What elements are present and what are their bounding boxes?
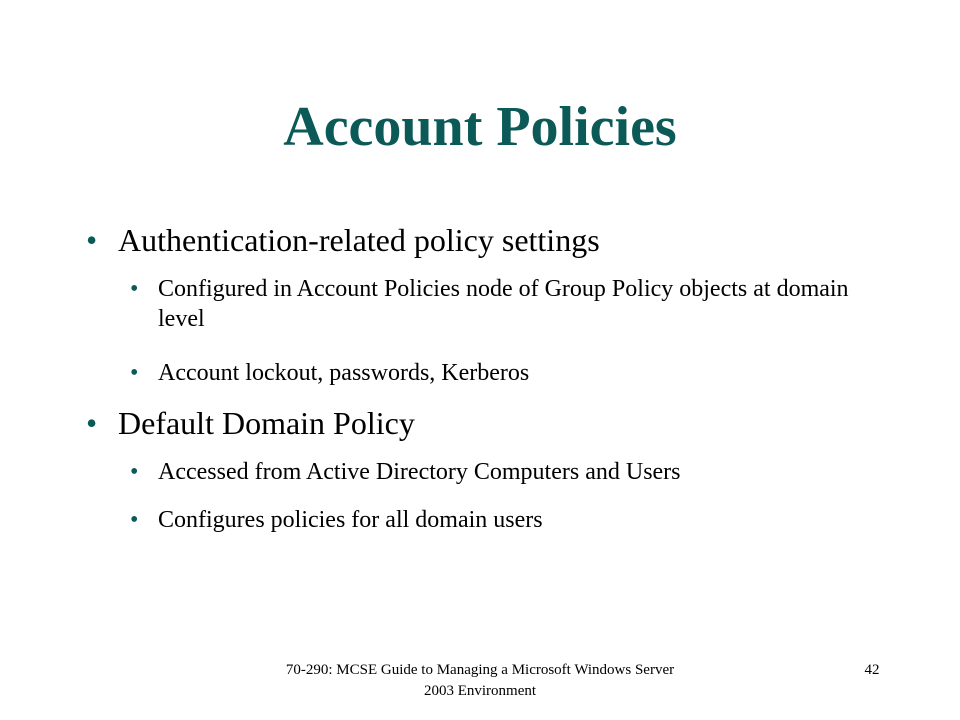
bullet-text: Default Domain Policy	[118, 405, 415, 441]
bullet-text: Authentication-related policy settings	[118, 222, 600, 258]
footer-course-title: 70-290: MCSE Guide to Managing a Microsoft Windows Server 2003 Environment	[285, 662, 675, 699]
bullet-icon: •	[130, 276, 139, 302]
bullet-icon: •	[86, 222, 98, 258]
sub-bullet-text: Account lockout, passwords, Kerberos	[158, 360, 530, 386]
slide-page-number: 42	[864, 662, 880, 678]
slide-title: Account Policies	[283, 96, 677, 158]
bullet-icon: •	[86, 405, 98, 441]
bullet-icon: •	[130, 360, 139, 386]
sub-bullet-text: Configures policies for all domain users	[158, 507, 543, 533]
bullet-icon: •	[130, 507, 139, 533]
sub-bullet-text: Accessed from Active Directory Computers and Users	[158, 459, 681, 485]
sub-bullet-text: Configured in Account Policies node of Group Policy objects at domain level	[158, 276, 849, 332]
bullet-icon: •	[130, 459, 139, 485]
